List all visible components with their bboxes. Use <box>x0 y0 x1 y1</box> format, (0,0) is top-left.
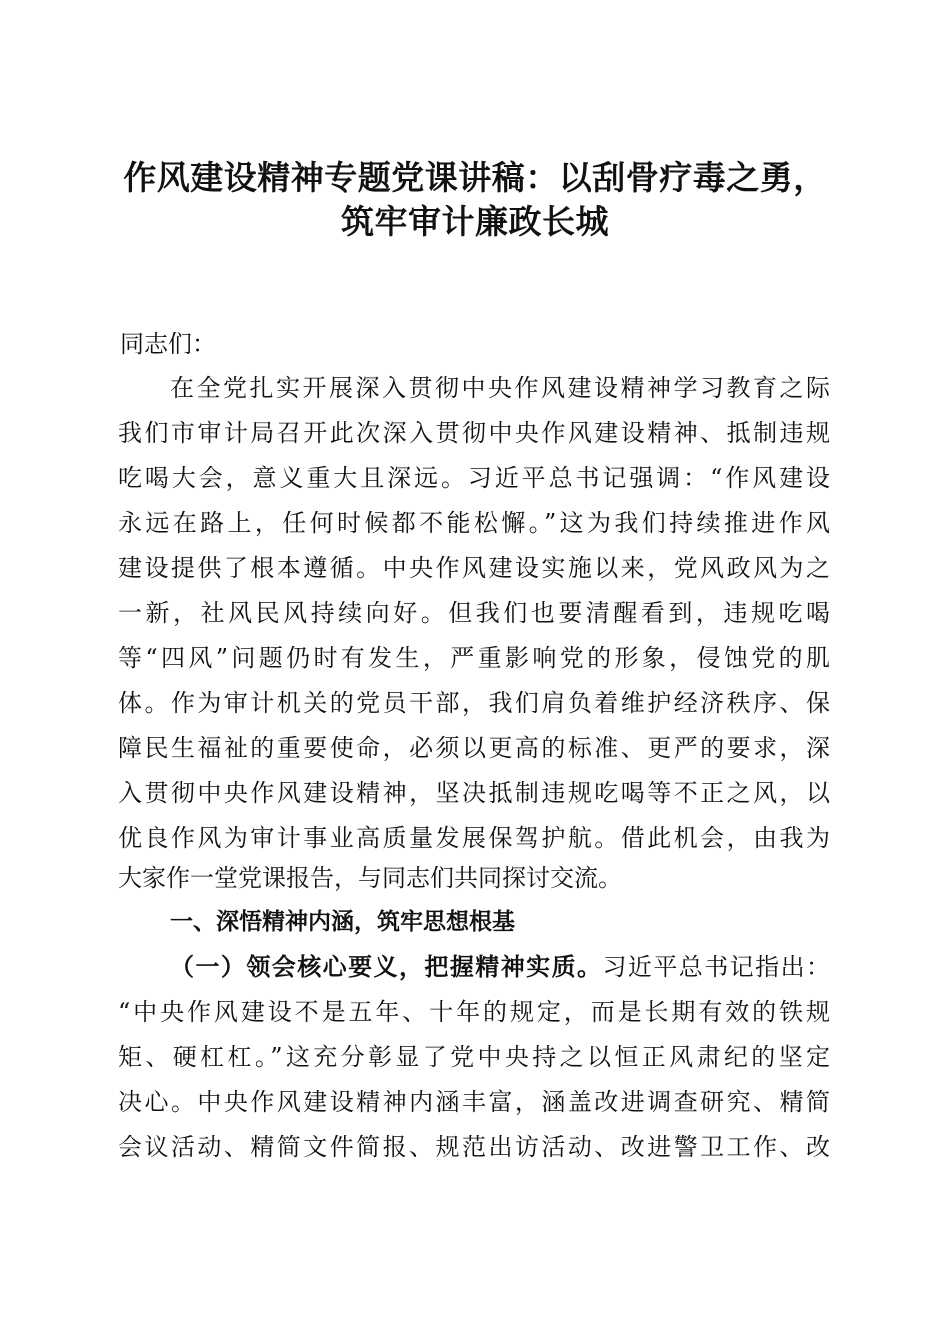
salutation: 同志们： <box>120 330 216 358</box>
intro-paragraph-line: 等“四风”问题仍时有发生，严重影响党的形象，侵蚀党的肌 <box>118 644 830 672</box>
intro-paragraph-line: 在全党扎实开展深入贯彻中央作风建设精神学习教育之际 <box>170 374 830 402</box>
intro-paragraph-line: 我们市审计局召开此次深入贯彻中央作风建设精神、抵制违规 <box>118 419 830 447</box>
subsection-paragraph-line: “中央作风建设不是五年、十年的规定，而是长期有效的铁规 <box>118 998 830 1026</box>
intro-paragraph-line: 优良作风为审计事业高质量发展保驾护航。借此机会，由我为 <box>118 824 830 852</box>
intro-paragraph-line: 障民生福祉的重要使命，必须以更高的标准、更严的要求，深 <box>118 734 830 762</box>
intro-paragraph-line: 建设提供了根本遵循。中央作风建设实施以来，党风政风为之 <box>118 554 830 582</box>
subsection-heading: （一）领会核心要义，把握精神实质。 <box>170 953 603 981</box>
intro-paragraph-line: 一新，社风民风持续向好。但我们也要清醒看到，违规吃喝 <box>118 599 830 627</box>
subsection-paragraph-line: 矩、硬杠杠。”这充分彰显了党中央持之以恒正风肃纪的坚定 <box>118 1043 830 1071</box>
intro-paragraph-line: 吃喝大会，意义重大且深远。习近平总书记强调：“作风建设 <box>118 464 830 492</box>
subsection-paragraph-line: 决心。中央作风建设精神内涵丰富，涵盖改进调查研究、精简 <box>118 1088 830 1116</box>
document-title-line-2: 筑牢审计廉政长城 <box>341 202 609 241</box>
intro-paragraph-line: 永远在路上，任何时候都不能松懈。”这为我们持续推进作风 <box>118 509 830 537</box>
document-title-line-1: 作风建设精神专题党课讲稿：以刮骨疗毒之勇， <box>123 158 827 197</box>
subsection-paragraph-line: 会议活动、精简文件简报、规范出访活动、改进警卫工作、改 <box>118 1133 830 1161</box>
section-heading: 一、深悟精神内涵，筑牢思想根基 <box>170 909 515 935</box>
subsection-lead-text: 习近平总书记指出： <box>602 953 831 981</box>
intro-paragraph-line: 入贯彻中央作风建设精神，坚决抵制违规吃喝等不正之风，以 <box>118 779 830 807</box>
subsection-lead-line <box>170 945 830 989</box>
intro-paragraph-line: 体。作为审计机关的党员干部，我们肩负着维护经济秩序、保 <box>118 689 830 717</box>
intro-paragraph-line: 大家作一堂党课报告，与同志们共同探讨交流。 <box>118 864 622 892</box>
